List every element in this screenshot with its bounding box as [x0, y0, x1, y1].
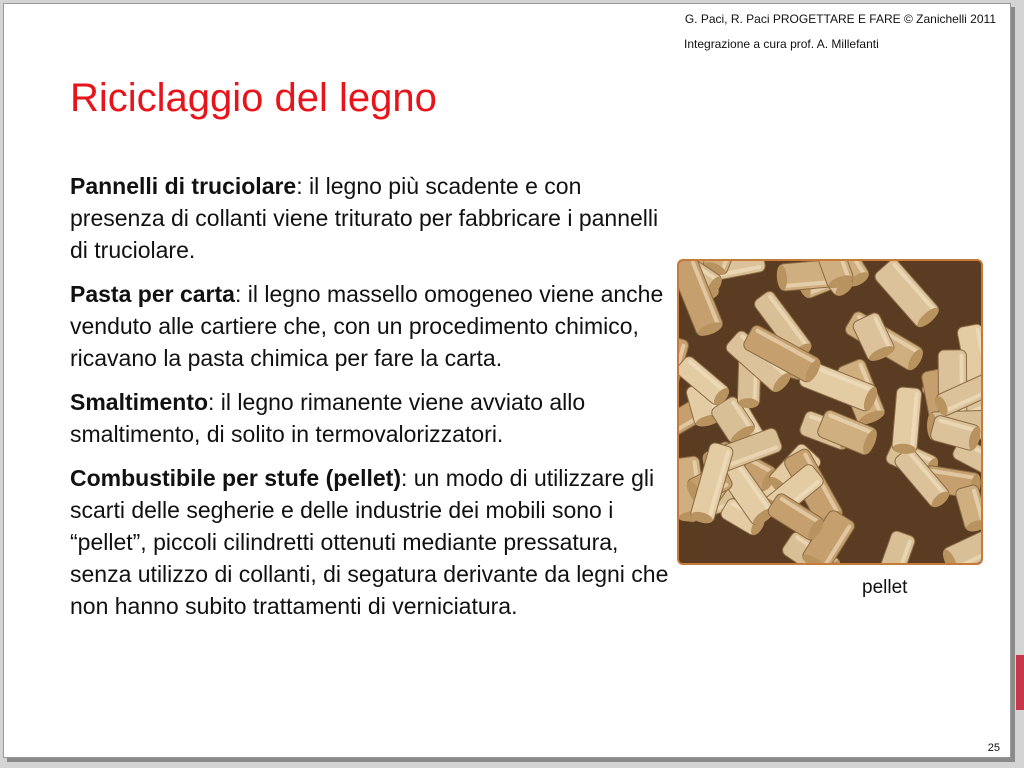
section-term: Combustibile per stufe (pellet) [70, 465, 401, 491]
side-tab [1016, 655, 1024, 710]
slide-title: Riciclaggio del legno [70, 76, 437, 120]
section-term: Smaltimento [70, 389, 209, 415]
slide [3, 3, 1011, 758]
section-term: Pasta per carta [70, 281, 235, 307]
section-text: : il legno rimanente viene avviato allo smaltimento, di solito in termovalorizzatori. [70, 389, 586, 447]
header-subtitle: Integrazione a cura prof. A. Millefanti [684, 37, 879, 51]
page-number: 25 [987, 742, 1000, 754]
section-term: Pannelli di truciolare [70, 173, 297, 199]
section-pellet [70, 462, 680, 622]
pellet-photo [677, 259, 983, 565]
pellet-illustration [679, 261, 981, 563]
section-text: : il legno massello omogeneo viene anche venduto alle cartiere che, con un procedimento chimico, ricavano la pasta chimica per fare la carta. [70, 281, 664, 371]
section-pasta-carta [70, 278, 680, 374]
section-truciolare [70, 170, 680, 266]
header-credit: G. Paci, R. Paci PROGETTARE E FARE © Zanichelli 2011 [684, 12, 996, 26]
section-text: : il legno più scadente e con presenza di collanti viene triturato per fabbricare i pannelli di truciolare. [70, 173, 659, 263]
section-text: : un modo di utilizzare gli scarti delle segherie e delle industrie dei mobili sono i “pellet”, piccoli cilindretti ottenuti mediante pressatura, senza utilizzo di collanti, di segatura derivante da legni che non hanno subito trattamenti di verniciatura. [70, 465, 669, 619]
section-smaltimento [70, 386, 680, 450]
body-text [70, 170, 680, 634]
photo-caption: pellet [862, 577, 908, 598]
